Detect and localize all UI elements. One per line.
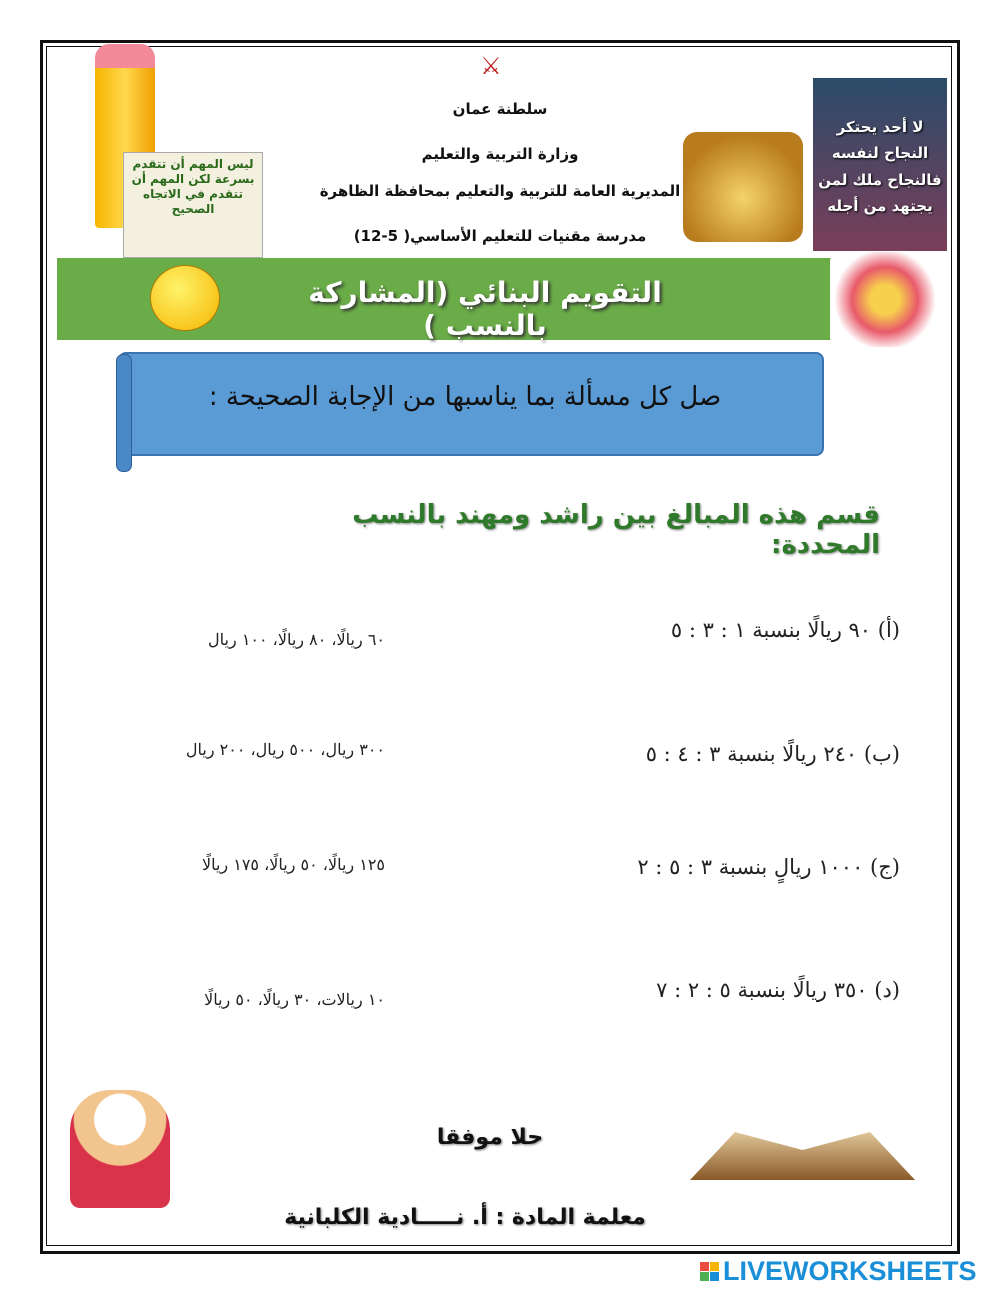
liveworksheets-icon <box>700 1262 719 1281</box>
treasure-chest-image <box>683 132 803 242</box>
pencil-sign-text: ليس المهم أن تتقدم بسرعة لكن المهم أن تتقدم في الاتجاه الصحيح <box>123 152 263 258</box>
answer-option-2[interactable]: ٣٠٠ ريال، ٥٠٠ ريال، ٢٠٠ ريال <box>185 740 385 759</box>
question-c[interactable]: (ج) ١٠٠٠ ريالٍ بنسبة ٣ : ٥ : ٢ <box>637 855 900 879</box>
oman-emblem-icon: ⚔ <box>480 52 502 80</box>
question-d[interactable]: (د) ٣٥٠ ريالًا بنسبة ٥ : ٢ : ٧ <box>656 978 900 1002</box>
good-luck-text: حلا موفقا <box>436 1125 544 1150</box>
answer-option-3[interactable]: ١٢٥ ريالًا، ٥٠ ريالًا، ١٧٥ ريالًا <box>201 855 385 874</box>
header-line-2: وزارة التربية والتعليم <box>421 145 579 163</box>
page-title: التقويم البنائي (المشاركة بالنسب ) <box>308 276 662 342</box>
kids-numbers-image <box>830 252 940 347</box>
liveworksheets-logo <box>700 1256 977 1287</box>
thinking-smiley-image <box>150 265 220 331</box>
question-b[interactable]: (ب) ٢٤٠ ريالًا بنسبة ٣ : ٤ : ٥ <box>645 742 900 766</box>
header-line-4: مدرسة مقنيات للتعليم الأساسي( 5-12) <box>353 227 647 245</box>
brand-text: LIVEWORKSHEETS <box>723 1256 977 1286</box>
instruction-text: صل كل مسألة بما يناسبها من الإجابة الصحيحة : <box>208 382 722 412</box>
question-a[interactable]: (أ) ٩٠ ريالًا بنسبة ١ : ٣ : ٥ <box>670 618 900 642</box>
question-heading: قسم هذه المبالغ بين راشد ومهند بالنسب المحددة: <box>352 500 880 560</box>
answer-option-1[interactable]: ٦٠ ريالًا، ٨٠ ريالًا، ١٠٠ ريال <box>208 630 385 649</box>
motivation-poster: لا أحد يحتكر النجاح لنفسه فالنجاح ملك لمن يجتهد من أجله <box>813 78 947 251</box>
teacher-name: معلمة المادة : أ. نـــــادية الكلبانية <box>284 1205 646 1230</box>
answer-option-4[interactable]: ١٠ ريالات، ٣٠ ريالًا، ٥٠ ريالًا <box>204 990 385 1009</box>
header-line-3: المديرية العامة للتربية والتعليم بمحافظة الظاهرة <box>319 182 681 200</box>
aladdin-character-image <box>70 1090 170 1208</box>
header-line-1: سلطنة عمان <box>452 100 548 118</box>
